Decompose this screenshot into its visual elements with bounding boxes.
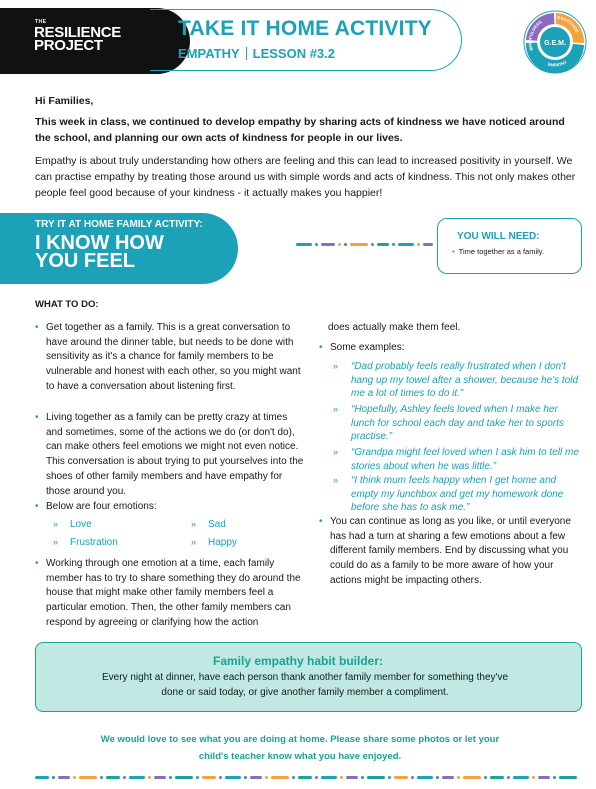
habit-builder-title: Family empathy habit builder: [212,654,384,668]
list-item: • Working through one emotion at a time, each family member has to try to share something they do around the house that might make other family members feel a particular emotion. Then, the other family members can respond by agreeing or clarifying how the action [35,558,301,628]
bullet-dot-icon: • [319,516,323,527]
greeting: Hi Families, [35,95,94,107]
bullet-dot-icon: • [319,342,323,353]
list-item-continuation: does actually make them feel. [328,322,461,333]
chevron-right-icon: » [53,537,59,547]
activity-title [35,234,164,270]
logo-line-2: PROJECT [34,37,103,54]
habit-builder-text: Every night at dinner, have each person thank another family member for something they've done or said today, or give another family member a compliment. [101,672,509,698]
chevron-right-icon: » [53,519,59,529]
badge-center-text: G.E.M. [544,40,566,47]
logo-wordmark [34,26,121,52]
list-item: • You can continue as long as you like, or until everyone has had a turn at sharing a few emotions about a few different family members. End by discussing what you could do as a family to be more aware of how your actions might be impacting others. [319,516,571,586]
gem-badge-icon [523,10,587,74]
page-header [0,0,596,78]
badge-ring-mindfulness: MINDFULNESS [527,19,543,52]
what-to-do-heading: WHAT TO DO: [35,299,99,310]
example-quote: » “Dad probably feels really frustrated when I don't hang up my towel after a shower, because he's told me a lot of times to do it.” [333,361,579,399]
emotion-love: » Love [53,519,92,530]
bullet-dot-icon: • [35,558,39,569]
activity-label: TRY IT AT HOME FAMILY ACTIVITY: [35,219,203,230]
example-quote: » “I think mum feels happy when I get home and empty my lunchbox and get my homework done before she has to ask me.” [333,475,564,513]
logo-line-1: RESILIENCE [34,24,122,41]
badge-ring-gratitude: GRATITUDE [556,14,580,34]
chevron-right-icon: » [191,537,197,547]
chevron-right-icon: » [333,361,339,371]
you-will-need-title: YOU WILL NEED: [457,231,540,242]
footer-dash-strip [35,776,582,780]
badge-ring-empathy: EMPATHY [547,59,568,68]
bullet-dot-icon: • [452,247,455,256]
bullet-dot-icon: • [35,322,39,333]
you-will-need-item: • Time together as a family. [452,247,545,256]
you-will-need-box [437,218,582,274]
list-item: • Living together as a family can be pretty crazy at times and sometimes, some of the actions we do (or don't do), can make others feel emotions we might not even notice. This conversation is about trying to put yourselves into the shoes of other family members and have empathy for those around you. [35,412,304,497]
emotion-frustration: » Frustration [53,537,118,548]
list-item: • Get together as a family. This is a great conversation to have around the dinner table, but needs to be done with sensitivity as it's a chance for family members to be vulnerable and honest with each other, so you might want to have a conversation about listening first. [35,322,301,392]
example-quote: » “Hopefully, Ashley feels loved when I make her lunch for school each day and take her to sports practise.” [333,404,564,442]
intro-paragraph: Empathy is about truly understanding how others are feeling and this can lead to increased positivity in yourself. We can practise empathy by treating those around us with simple words and acts of kindness. This not only makes other people feel good because of your kindness - it actually makes you happier! [35,155,576,199]
chevron-right-icon: » [333,447,339,457]
subtitle-topic: EMPATHY [178,46,240,61]
chevron-right-icon: » [191,519,197,529]
subtitle-lesson: LESSON #3.2 [252,46,336,61]
activity-title-line-2: YOU FEEL [35,250,136,272]
emotion-sad: » Sad [191,519,226,530]
intro-bold-paragraph: This week in class, we continued to develop empathy by sharing acts of kindness we have noticed around the school, and planning our own acts of kindness for people in our lives. [35,116,565,144]
emotion-happy: » Happy [191,537,237,548]
list-item: • Some examples: [330,341,580,356]
page-title: TAKE IT HOME ACTIVITY [178,17,432,40]
subtitle-divider [246,47,247,60]
footer-message: We would love to see what you are doing at home. Please share some photos or let your child's teacher know what you have enjoyed. [100,734,500,762]
chevron-right-icon: » [333,475,339,485]
logo-small-text: THE [35,19,47,25]
bullet-dot-icon: • [35,501,39,512]
activity-title-line-1: I KNOW HOW [35,232,164,254]
page-subtitle [178,46,335,61]
bullet-dot-icon: • [35,412,39,423]
chevron-right-icon: » [333,404,339,414]
example-quote: » “Grandpa might feel loved when I ask him to tell me stories about when he was little.” [333,447,579,472]
decorative-dash-strip [296,243,436,247]
list-item: • Below are four emotions: [46,500,304,515]
